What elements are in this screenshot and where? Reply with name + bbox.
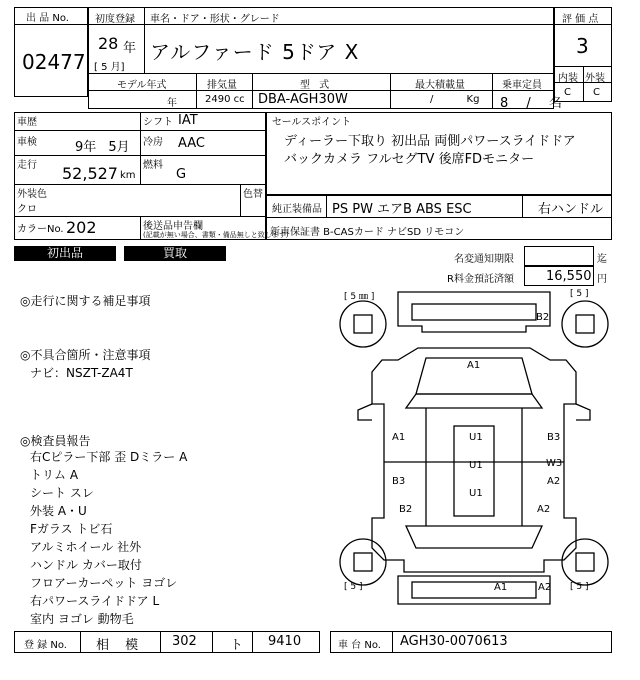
report-line: シート スレ (30, 486, 94, 500)
color-label: 外装色 (17, 189, 47, 200)
defect-notes-title: ◎不具合箇所・注意事項 (20, 348, 151, 362)
fuel: G (176, 167, 187, 182)
equipment-label: 純正装備品 (272, 204, 322, 215)
registration-number: 9410 (268, 634, 302, 649)
wheel-front-right (562, 301, 608, 347)
transfer-deadline-label: 名変通知期限 (454, 254, 514, 265)
front-bumper-outline (398, 292, 550, 332)
registration-year: 28 (98, 34, 119, 53)
wheel-rear-right (562, 539, 608, 585)
recolor-label: 色替 (243, 189, 263, 200)
report-line: ハンドル カバー取付 (30, 558, 142, 572)
ac-label: 冷房 (143, 137, 163, 148)
color: クロ (17, 204, 37, 215)
equipment-extras: 新車保証書 B-CASカード ナビSD リモコン (270, 227, 465, 238)
report-line: 右Cピラー下部 歪 Dミラー A (30, 450, 188, 464)
damage-mark: A2 (547, 476, 561, 487)
grade-label: 評 価 点 (562, 14, 599, 25)
report-line: Fガラス トビ石 (30, 522, 113, 536)
recycle-fee-unit: 円 (597, 274, 607, 285)
tire-tread-rear-right: [ 5 ] (570, 582, 589, 592)
registration-area: 相 模 (96, 638, 145, 653)
first-registration-label: 初度登録 (95, 14, 135, 25)
overall-grade: 3 (576, 34, 589, 58)
displacement: 2490 cc (205, 94, 245, 105)
damage-mark: B3 (392, 476, 406, 487)
defect-note-line: ナビ：NSZT-ZA4T (30, 366, 133, 380)
purchase-bar: 買取 (124, 246, 226, 261)
max-load: / Kg (430, 94, 480, 105)
damage-mark: A1 (467, 360, 481, 371)
damage-mark: A1 (392, 432, 406, 443)
tire-tread-front-left: [ 5 ㎜ ] (344, 292, 375, 302)
inspector-report-title: ◎検査員報告 (20, 434, 91, 448)
transfer-deadline-unit: 迄 (597, 254, 607, 265)
color-number-label: カラーNo. (17, 224, 64, 235)
capacity-label: 乗車定員 (502, 80, 542, 91)
lot-number-label: 出 品 No. (26, 13, 69, 24)
wheel-rear-left (340, 539, 386, 585)
damage-mark: U1 (469, 488, 483, 499)
registration-number-label: 登 録 No. (24, 640, 67, 651)
transfer-deadline-field (524, 246, 594, 266)
model-type: DBA-AGH30W (258, 92, 348, 107)
damage-mark: W3 (546, 458, 563, 469)
report-line: フロアーカーペット ヨゴレ (30, 576, 178, 590)
lot-number: 02477 (22, 50, 86, 74)
mileage-unit: km (120, 170, 136, 181)
inspection: 9年 5月 (75, 140, 130, 155)
damage-mark: U1 (469, 460, 483, 471)
sales-point-line1: ディーラー下取り 初出品 両側パワースライドドア (284, 134, 576, 149)
car-name: アルファード 5ドア X (150, 40, 360, 64)
report-line: 右パワースライドドア L (30, 594, 160, 608)
shift-label: シフト (143, 117, 173, 128)
shift: IAT (178, 113, 198, 128)
damage-mark: A2 (537, 504, 551, 515)
equipment-items: PS PW エアB ABS ESC (332, 202, 472, 217)
fuel-label: 燃料 (143, 160, 163, 171)
model-year-label: モデル年式 (117, 80, 167, 91)
report-line: トリム A (30, 468, 79, 482)
registration-kana: ト (230, 638, 244, 653)
damage-mark: B2 (399, 504, 413, 515)
handle-side: 右ハンドル (538, 202, 604, 217)
type-label: 型 式 (300, 80, 333, 91)
interior-grade: C (564, 87, 571, 98)
wheel-front-left (340, 301, 386, 347)
sales-point-line2: バックカメラ フルセグTV 後席FDモニター (284, 152, 535, 167)
vehicle-damage-diagram (336, 286, 612, 622)
rear-bumper-outline (398, 576, 550, 604)
post-items-note: (記載が無い場合、書類・備品無しと致します) (143, 231, 289, 239)
chassis-number: AGH30-0070613 (400, 634, 508, 649)
recycle-fee: 16,550 (546, 269, 592, 284)
history-label: 車歴 (17, 117, 37, 128)
chassis-number-label: 車 台 No. (338, 640, 381, 651)
damage-mark: B3 (547, 432, 561, 443)
driving-notes-title: ◎走行に関する補足事項 (20, 294, 151, 308)
tire-tread-front-right: [ 5 ] (570, 289, 589, 299)
displacement-label: 排気量 (207, 80, 237, 91)
max-load-label: 最大積載量 (415, 80, 465, 91)
damage-mark: B2 (536, 312, 550, 323)
car-name-label: 車名・ドア・形状・グレード (150, 14, 280, 25)
report-line: 室内 ヨゴレ 動物毛 (30, 612, 134, 626)
recycle-fee-label: R料金預託済額 (447, 274, 514, 285)
exterior-label: 外装 (585, 73, 605, 84)
color-number: 202 (66, 218, 97, 237)
report-line: アルミホイール 社外 (30, 540, 142, 554)
inspection-label: 車検 (17, 137, 37, 148)
capacity: 8 / 名 (500, 96, 562, 111)
registration-month: [ 5 月] (94, 62, 125, 73)
damage-mark: A1 (494, 582, 508, 593)
sales-point-label: セールスポイント (272, 117, 352, 128)
tire-tread-rear-left: [ 5 ] (344, 582, 363, 592)
registration-class: 302 (172, 634, 197, 649)
damage-mark: A2 (538, 582, 552, 593)
exterior-grade: C (593, 87, 600, 98)
ac: AAC (178, 136, 205, 151)
damage-mark: U1 (469, 432, 483, 443)
year-unit: 年 (123, 41, 137, 56)
report-line: 外装 A・U (30, 504, 87, 518)
model-year-unit: 年 (167, 98, 177, 109)
mileage: 52,527 (62, 164, 118, 183)
first-listing-bar: 初出品 (14, 246, 116, 261)
mileage-label: 走行 (17, 160, 37, 171)
interior-label: 内装 (558, 73, 578, 84)
post-items-label: 後送品申告欄 (143, 221, 203, 232)
